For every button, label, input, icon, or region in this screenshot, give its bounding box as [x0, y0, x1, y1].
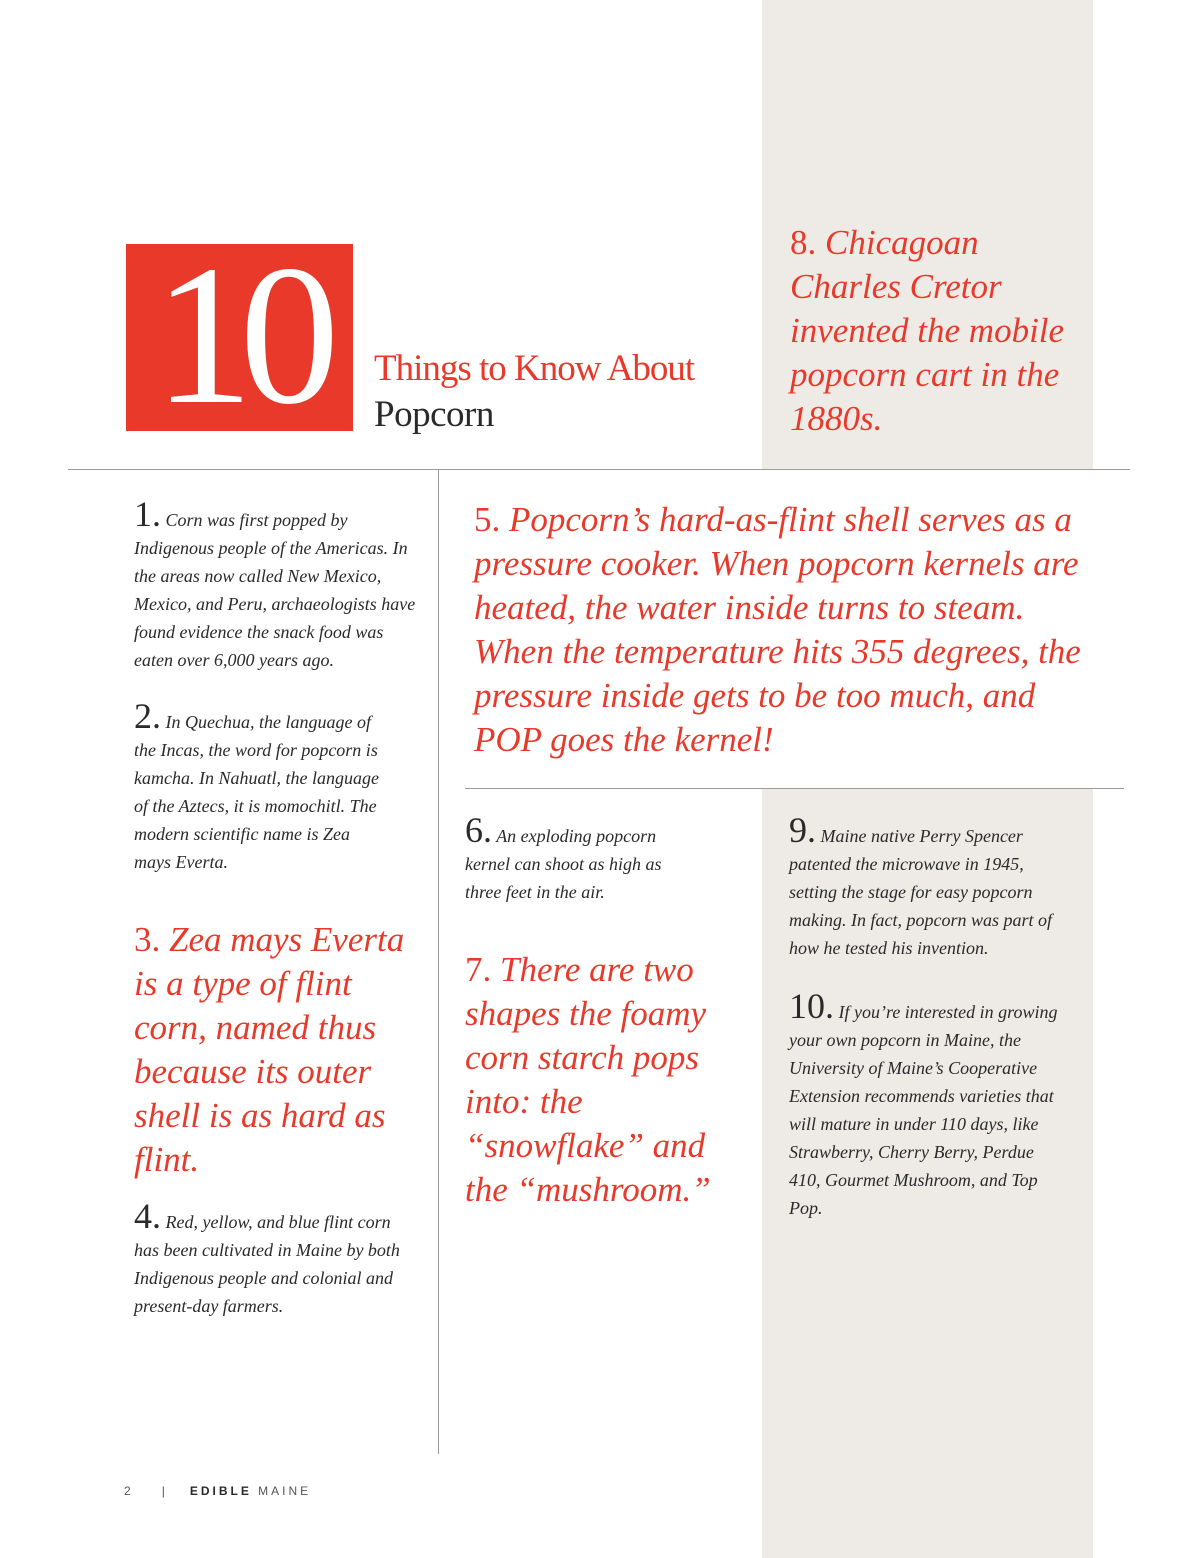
- fact-5-number: 5.: [474, 500, 501, 539]
- fact-2-number: 2.: [134, 696, 161, 736]
- brand-name-bold: EDIBLE: [189, 1484, 252, 1498]
- brand-name-light: MAINE: [258, 1484, 312, 1498]
- page-number: 2: [124, 1484, 134, 1498]
- title-line-2: Popcorn: [374, 394, 494, 435]
- fact-9-number: 9.: [789, 810, 816, 850]
- fact-3-text: Zea mays Everta is a type of flint corn, named thus because its outer shell is as hard as flint.: [134, 920, 405, 1179]
- fact-3: [134, 918, 424, 1182]
- fact-1: [134, 494, 424, 674]
- number-badge: [126, 244, 353, 431]
- fact-7-text: There are two shapes the foamy corn starch pops into: the “snowflake” and the “mushroom.”: [465, 950, 711, 1209]
- fact-10-number: 10.: [789, 986, 834, 1026]
- fact-10-text: If you’re interested in growing your own popcorn in Maine, the University of Maine’s Cooperative Extension recommends varieties that will mature in under 110 days, like Strawberry, Cherry Berry, Perdue 410, Gourmet Mushroom, and Top Pop.: [789, 1002, 1058, 1218]
- fact-5: [474, 498, 1084, 762]
- fact-9-text: Maine native Perry Spencer patented the microwave in 1945, setting the stage for easy popcorn making. In fact, popcorn was part of how he tested his invention.: [789, 826, 1052, 958]
- fact-7-number: 7.: [465, 950, 492, 989]
- fact-2: [134, 696, 389, 876]
- divider-vertical: [438, 470, 439, 1454]
- fact-6-text: An exploding popcorn kernel can shoot as high as three feet in the air.: [465, 826, 662, 902]
- fact-3-number: 3.: [134, 920, 161, 959]
- fact-4: [134, 1196, 404, 1320]
- divider-horizontal-top: [68, 469, 1130, 470]
- fact-1-number: 1.: [134, 494, 161, 534]
- fact-8-number: 8.: [790, 223, 817, 262]
- fact-10: [789, 986, 1067, 1222]
- fact-8: [790, 221, 1075, 441]
- fact-9: [789, 810, 1059, 962]
- fact-8-text: Chicagoan Charles Cretor invented the mobile popcorn cart in the 1880s.: [790, 223, 1065, 438]
- fact-7: [465, 948, 740, 1212]
- fact-6-number: 6.: [465, 810, 492, 850]
- page-footer: [124, 1484, 311, 1498]
- divider-horizontal-mid: [465, 788, 1124, 789]
- fact-5-text: Popcorn’s hard-as-flint shell serves as a pressure cooker. When popcorn kernels are heated, the water inside turns to steam. When the temperature hits 355 degrees, the pressure inside gets to be too much, and POP goes the kernel!: [474, 500, 1081, 759]
- fact-1-text: Corn was first popped by Indigenous people of the Americas. In the areas now called New Mexico, Mexico, and Peru, archaeologists have found evidence the snack food was eaten over 6,000 years ago.: [134, 510, 416, 670]
- title-line-1: Things to Know About: [374, 348, 695, 389]
- fact-4-number: 4.: [134, 1196, 161, 1236]
- fact-2-text: In Quechua, the language of the Incas, the word for popcorn is kamcha. In Nahuatl, the language of the Aztecs, it is momochitl. The modern scientific name is Zea mays Everta.: [134, 712, 379, 872]
- badge-number: 10: [153, 244, 326, 431]
- footer-separator: |: [161, 1484, 168, 1498]
- fact-6: [465, 810, 690, 906]
- fact-4-text: Red, yellow, and blue flint corn has been cultivated in Maine by both Indigenous people and colonial and present-day farmers.: [134, 1212, 400, 1316]
